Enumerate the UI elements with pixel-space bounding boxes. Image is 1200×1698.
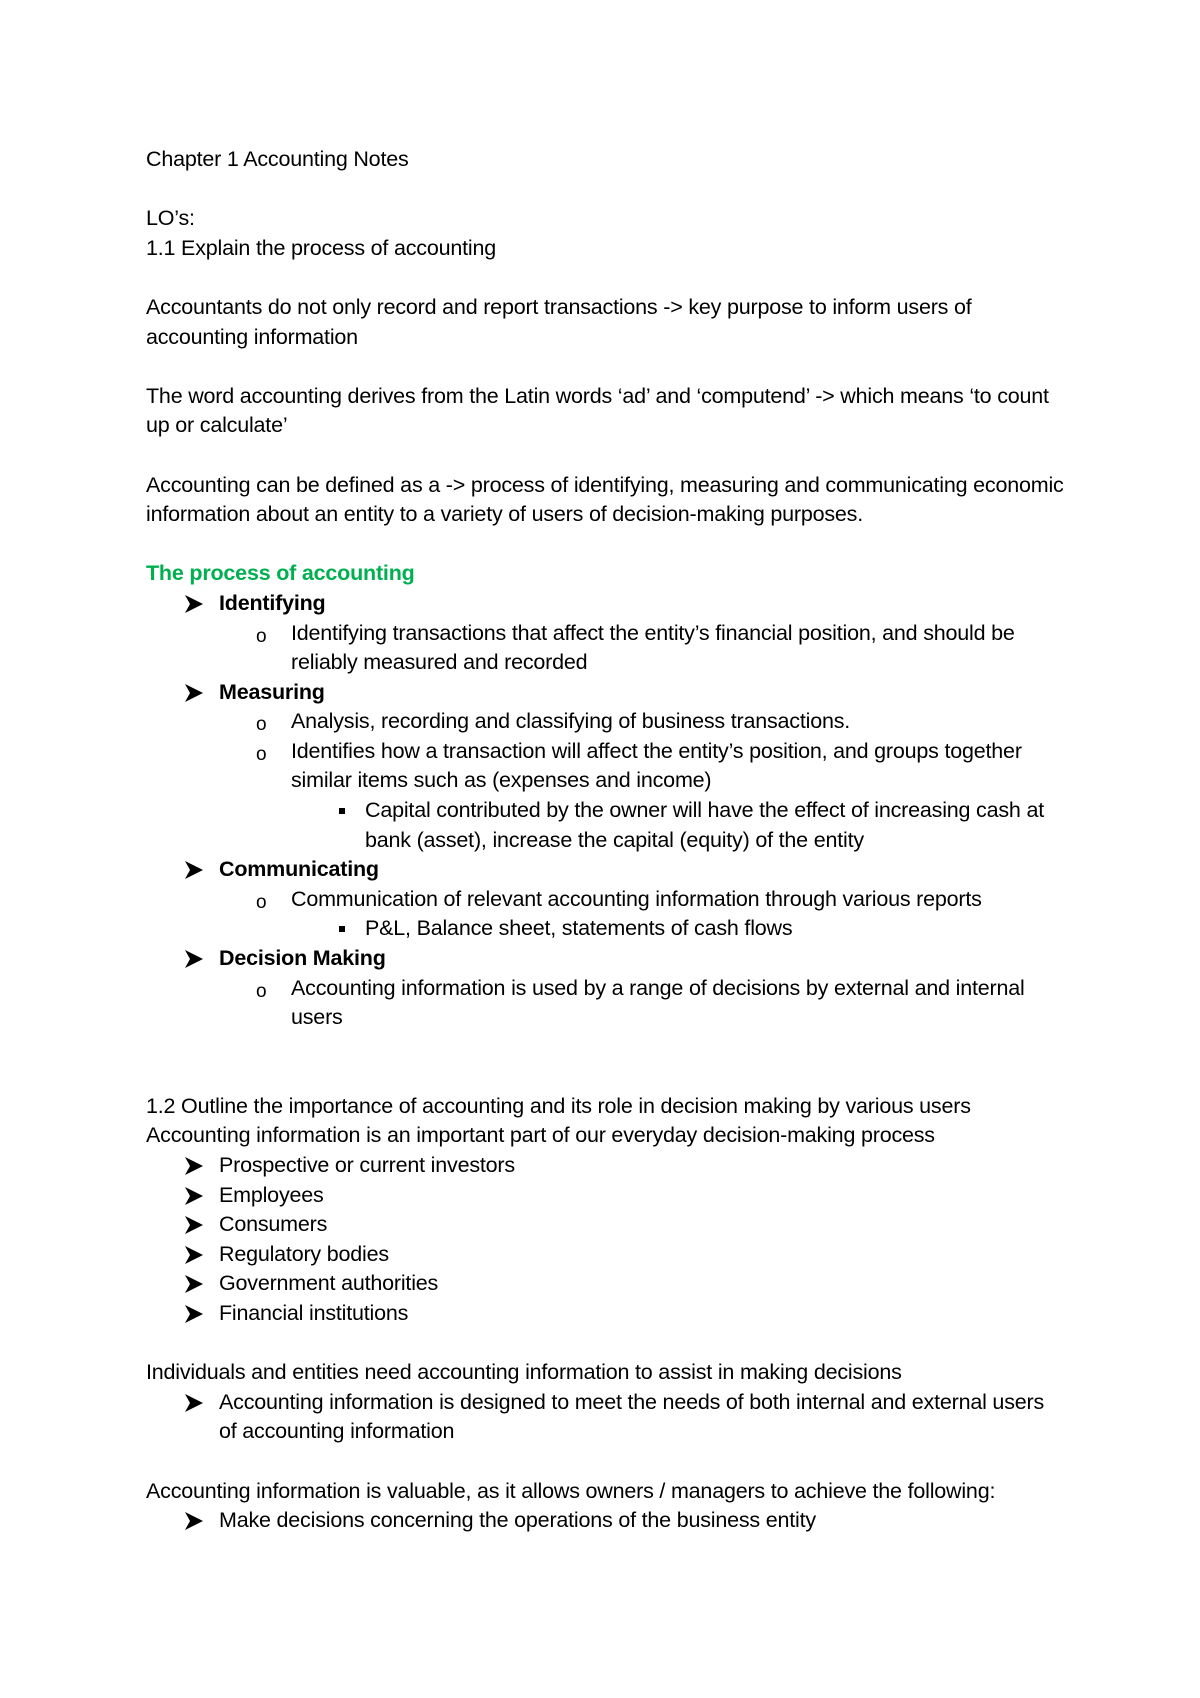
list-item: P&L, Balance sheet, statements of cash flows [146, 914, 1066, 944]
arrowhead-bullet-icon [184, 1304, 204, 1324]
list-item: o Identifying transactions that affect the entity’s financial position, and should be reliably measured and recorded [256, 620, 1015, 675]
circle-bullet-icon: o [256, 625, 267, 647]
circle-bullet-icon: o [256, 891, 267, 913]
arrowhead-bullet-icon [184, 860, 204, 880]
list-item: Financial institutions [146, 1299, 1066, 1329]
arrowhead-bullet-icon [184, 1511, 204, 1531]
document-page [146, 145, 1066, 1536]
list-item: o Analysis, recording and classifying of business transactions. [146, 707, 1066, 737]
list-item: Capital contributed by the owner will have the effect of increasing cash at bank (asset), increase the capital (equity) of the entity [146, 796, 1066, 855]
paragraph: The word accounting derives from the Latin words ‘ad’ and ‘computend’ -> which means ‘to count up or calculate’ [146, 383, 1049, 438]
users-list [146, 1151, 1066, 1329]
arrowhead-bullet-icon [184, 1393, 204, 1413]
paragraph: Accounting can be defined as a -> process of identifying, measuring and communicating economic information about an entity to a variety of users of decision-making purposes. [146, 472, 1064, 527]
paragraph: Accounting information is valuable, as it allows owners / managers to achieve the following: [146, 1478, 996, 1503]
paragraph: Accountants do not only record and report transactions -> key purpose to inform users of accounting information [146, 294, 972, 349]
list-item: Employees [146, 1181, 1066, 1211]
list-item: Communicating [146, 855, 1066, 885]
needs-list [146, 1388, 1066, 1447]
arrowhead-bullet-icon [184, 594, 204, 614]
list-item: Government authorities [146, 1269, 1066, 1299]
paragraph: Individuals and entities need accounting information to assist in making decisions [146, 1360, 902, 1385]
list-item: Measuring [146, 678, 1066, 708]
process-heading: The process of accounting [146, 561, 415, 586]
arrowhead-bullet-icon [184, 1156, 204, 1176]
list-item: Accounting information is designed to meet the needs of both internal and external users of accounting information [146, 1388, 1066, 1447]
arrowhead-bullet-icon [184, 949, 204, 969]
circle-bullet-icon: o [256, 714, 267, 736]
square-bullet-icon [339, 926, 345, 932]
circle-bullet-icon: o [256, 743, 267, 765]
los-label: LO’s: [146, 206, 195, 231]
list-item: Prospective or current investors [146, 1151, 1066, 1181]
arrowhead-bullet-icon [184, 1186, 204, 1206]
list-item: Make decisions concerning the operations of the business entity [146, 1506, 1066, 1536]
paragraph: Accounting information is an important part of our everyday decision-making process [146, 1123, 935, 1148]
value-list [146, 1506, 1066, 1536]
arrowhead-bullet-icon [184, 1215, 204, 1235]
arrowhead-bullet-icon [184, 683, 204, 703]
list-item: Decision Making [146, 944, 1066, 974]
list-item: Regulatory bodies [146, 1240, 1066, 1270]
square-bullet-icon [339, 808, 345, 814]
arrowhead-bullet-icon [184, 1245, 204, 1265]
process-list [146, 589, 1066, 1033]
page-title: Chapter 1 Accounting Notes [146, 147, 409, 171]
list-item: o Identifies how a transaction will affect the entity’s position, and groups together similar items such as (expenses and income) [256, 738, 1022, 793]
list-item: o Communication of relevant accounting information through various reports [146, 885, 1066, 915]
list-item: Consumers [146, 1210, 1066, 1240]
arrowhead-bullet-icon [184, 1274, 204, 1294]
circle-bullet-icon: o [256, 980, 267, 1002]
list-item: o Accounting information is used by a range of decisions by external and internal users [256, 975, 1025, 1030]
lo-1-2-heading: 1.2 Outline the importance of accounting and its role in decision making by various users [146, 1093, 971, 1118]
list-item: Identifying [146, 589, 1066, 619]
lo-1-1-heading: 1.1 Explain the process of accounting [146, 235, 496, 260]
